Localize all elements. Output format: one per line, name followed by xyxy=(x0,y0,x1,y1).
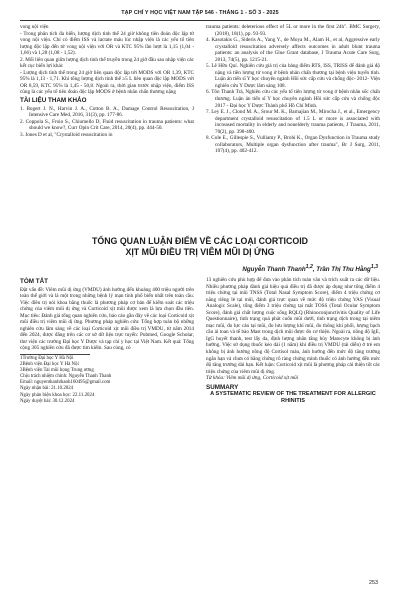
reference-item: 7. Ley E. J., Clond M. A., Srour M. K., Barnajian M., Mirocha J., et al., Emergency department crystalloid resuscitation of 1.5 L or more is associated with increased mortality in elderly and nonelderly trauma patients, J Trauma, 2011, 70(2), pp. 398-400. xyxy=(206,109,380,135)
references-heading: TÀI LIỆU THAM KHẢO xyxy=(20,97,87,105)
summary-heading-vi: TÓM TẮT xyxy=(20,278,48,285)
footnote: Ngày phản biện khoa học: 22.11.2024 xyxy=(20,392,95,398)
footnotes xyxy=(20,356,194,405)
abstract-paragraph: Đặt vấn đề: Viêm mũi dị ứng (VMDU) ảnh hưởng đến khoảng 400 triệu người trên toàn thế giới và là một trong những bệnh lý mạn tính phổ biến nhất trên toàn cầu. Việc điều trị nói khoa bằng thuốc là phương pháp cơ bản để kiểm soát các triệu chứng của viêm mũi dị ứng và Corticoid xịt mũi được xem là lựa chọn đầu tiên. Mục tiêu: Đánh giá tổng quan nghiên cứu, báo cáo gần đây về các loại Corticoid xịt mũi điều trị viêm mũi dị ứng. Phương pháp nghiên cứu: Tổng hợp toàn bộ những nghiên cứu lâm sàng về các loại Corticoid xịt mũi điều trị VMDU, từ năm 2014 đến 2024, được đăng trên các cơ sở dữ liệu trực tuyến: Pubmed, Google Scholar, thư viện các trường Đại học Y Dược và tạp chí y học tại Việt Nam. Kết quả: Tổng cộng 305 nghiên cứu đã được tìm kiếm. Sau cùng, có xyxy=(20,286,194,352)
reference-item: 3. Jones D et al, "Crystalloid resuscitation in xyxy=(20,131,113,138)
lower-right-column xyxy=(206,277,380,404)
footnote: Ngày nhận bài: 21.10.2024 xyxy=(20,386,74,392)
upper-left-column xyxy=(20,24,194,138)
paragraph: 2. Mối liên quan giữa lượng dịch tinh thể truyền trong 24 giờ đầu sau nhập viện các kết cục biến lợi khác xyxy=(20,56,194,70)
lower-left-column xyxy=(20,277,194,405)
reference-item: 8. Cole E., Gillespie S., Vulliamy P., Brohi K., Organ Dysfunction in Trauma study collaborators, Multiple organ dysfunction after trauma", Br J Surg, 2011, 107(4), pp. 402-412. xyxy=(206,135,380,155)
page-number: 253 xyxy=(369,580,378,586)
upper-right-column xyxy=(206,24,380,155)
paragraph: vong nội viện xyxy=(20,24,49,30)
reference-item: 2. Coppola S., Froio S., Chiumello D, Fluid resuscitation in trauma patients: what should we know?, Curr Opin Crit Care, 2014, 20(4), pp. 444-50. xyxy=(20,118,194,132)
article-title xyxy=(20,236,380,258)
paragraph: - Lượng dịch tinh thể trong 24 giờ liên quan độc lập tới MODS với OR 1,39, KTC 95% là 1,13 - 1,71. Khi tổng lượng dịch tinh thể ≥5 L liên quan độc lập MODS với OR 8,59, KTC 95% là 1,45 - 50,8. Ngoài ra, thời gian trước nhập viện, điểm ISS cũng là các yếu tố tiên đoán độc lập MODS ở bệnh nhân chấn thương nặng xyxy=(20,69,194,96)
paragraph: - Trong phân tích đa biến, lượng dịch tinh thể 24 giờ không tiên đoán độc lập tử vong nội viện. Chỉ có điểm ISS và lactate máu lúc nhập viện là các yếu tố tiên lượng độc lập đến tử vong nội viện với OR và KTC 95% lần lượt là 1,15 (1,04 - 1,66) và 1,28 (1,08 - 1,52). xyxy=(20,30,194,57)
summary-heading-en: SUMMARY xyxy=(206,383,239,391)
reference-item: trauma patients: deleterious effect of 5L or more in the first 24h". BMC Surgery, (2018), 18(1), pp. 93-93. xyxy=(206,24,380,37)
article-title-line: TỔNG QUAN LUẬN ĐIỂM VỀ CÁC LOẠI CORTICOID xyxy=(91,236,308,246)
footnote-rule xyxy=(20,354,90,355)
header-rule xyxy=(20,20,380,21)
reference-item: 4. Kasotakis G., Sideris A., Yang Y., de Moya M., Alam H., et al, Aggressive early crystalloid resuscitation adversely affects outcomes in adult blunt trauma patients: an analysis of the Glue Grant database, J Trauma Acute Care Surg, 2013, 74(5), pp. 1215-21. xyxy=(206,37,380,63)
footnote: Email: nguyenthanhthanh160495@gmail.com xyxy=(20,380,111,386)
footnote: Ngày duyệt bài: 30.12.2024 xyxy=(20,398,75,404)
article-title-line: XỊT MŨI ĐIỀU TRỊ VIÊM MŨI DỊ ỨNG xyxy=(125,247,275,257)
footnote: 1Trường Đại học Y Hà Nội xyxy=(20,356,74,362)
footnote: Chịu trách nhiệm chính: Nguyễn Thanh Thanh xyxy=(20,374,112,380)
article-authors: Nguyễn Thanh Thanh$^{1,2}$, Trần Thị Thu Hằng$^{1,3}$ xyxy=(242,264,378,274)
footnote: 2Bệnh viện Đại học Y Hà Nội xyxy=(20,362,79,368)
reference-item: 6. Tôn Thanh Trà, Nghiên cứu các yếu tố tiên lượng tử vong ở bệnh nhân sốc chấn thương. Luận án tiến sĩ Y học chuyên ngành Hồi sức cấp cứu và chống độc 2017 - Đại học Y Dược Thành phố Hồ Chí Minh. xyxy=(206,89,380,109)
footnote: 3Bệnh viện Tai mũi họng Trung ương xyxy=(20,368,94,374)
abstract-paragraph: 13 nghiên cứu phù hợp để đưa vào phân tích toàn văn và trích xuất ra các dữ liệu. Nhiều phương pháp đánh giá hiệu quả điều trị đã được áp dụng như tổng điểm 4 triệu chứng tại mũi TNSS (Total Nasal Symptom Score), điểm 4 triệu chứng cơ năng riêng lẻ tại mũi, đánh giá trực quan về mức độ triệu chứng VAS (Visual Analogic Scale), tổng điểm 3 triệu chứng tại mắt TOSS (Total Ocular Symptom Score), đánh giá chất lượng cuộc sống RQLQ (Rhinoconjunctivitis Quality of Life Questionnaire), tình trạng quá phát cuốn mũi dưới, tình trạng dịch trong tại niêm mạc mũi, đo lực cản tại mũi, đo lưu lượng khí mũi, đo thông khí phổi, lượng bạch cầu ái toan và tế bào Mast trong dịch mũi được đo cơ thiện. Ngoài ra, nồng độ IgE, IgG huyết thanh, test lẩy da, định lượng nhân tăng hủy Matocyte không bị ảnh hưởng. Việc sử dụng thuốc kéo dài (1 năm) khi điều trị VMDU (tái diễn) ở trẻ em không bị ảnh hưởng nồng độ Cortisol máu, ảnh hưởng đến mức độ tăng trưởng ngắn hạn và chưa có bằng chứng rõ ràng chứng minh thuốc có ảnh hưởng đến mức độ tăng trưởng dài hạn. Kết luận: Corticoid xịt mũi là phương pháp cải thiện tốt các triệu chứng của viêm mũi dị ứng. xyxy=(206,277,380,375)
keywords: Từ khóa: Viêm mũi dị ứng, Corticoid xịt mũi xyxy=(206,375,299,382)
reference-item: 1. Bogert J. N., Harvin J. A., Cotton B. A., Damage Control Resuscitation, J Intensive Care Med, 2016, 31(3), pp. 177-86. xyxy=(20,105,194,119)
reference-item: 5. Lê Hữu Quí. Nghiên cứu giá trị của bảng điểm RTS, ISS, TRISS để đánh giá độ nặng và tiên lượng tử vong ở bệnh nhân chấn thương tại bệnh viện tuyến tỉnh. Luận án tiến sĩ Y học chuyên ngành Hồi sức cấp cứu và chống độc- 2012- Viện nghiên cứu Y Dược lâm sàng 108. xyxy=(206,63,380,89)
journal-header: TẠP CHÍ Y HỌC VIỆT NAM TẬP 546 - THÁNG 1 - SỐ 3 - 2025 xyxy=(121,10,279,16)
summary-title-en: A SYSTEMATIC REVIEW OF THE TREATMENT FOR ALLERGIC RHINITIS xyxy=(210,391,376,404)
